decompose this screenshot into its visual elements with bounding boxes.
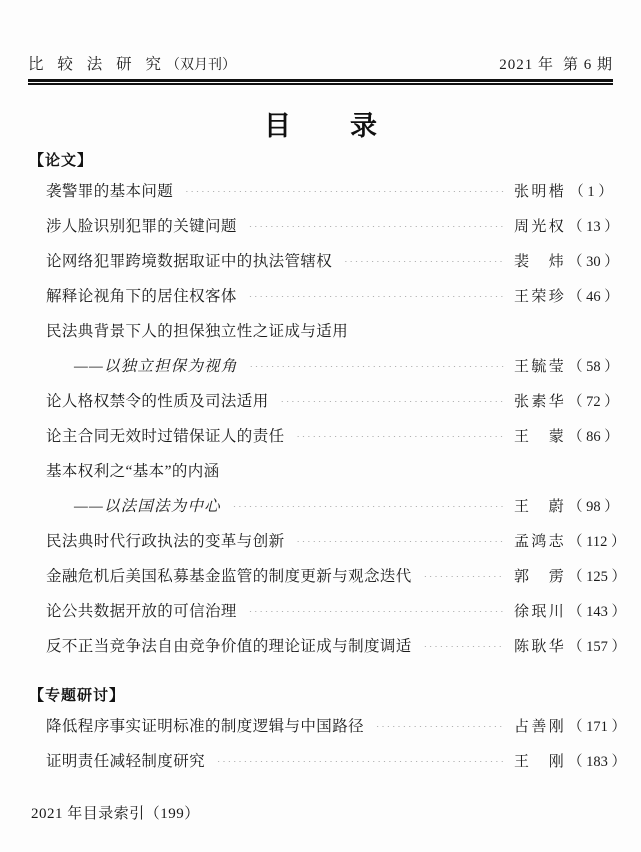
toc-entry[interactable] [46,529,626,564]
toc-entry[interactable] [46,319,614,354]
entry-title: 袭警罪的基本问题 [46,183,174,200]
entry-title: 基本权利之“基本”的内涵 [46,463,220,480]
toc-entry[interactable] [46,214,619,249]
dot-leader [217,761,505,762]
toc-entry[interactable] [46,634,626,669]
toc-entry[interactable] [46,599,626,634]
entry-page-number: （ 72 ） [568,394,619,410]
entry-title: 论主合同无效时过错保证人的责任 [46,428,285,445]
entry-author: 王 蒙 [514,429,564,445]
dot-leader [424,576,505,577]
entry-author: 占善刚 [514,719,564,735]
toc-entry[interactable] [46,284,619,319]
entry-page-number: （ 1 ） [569,184,613,200]
dot-leader [249,296,505,297]
journal-frequency: （双月刊） [166,58,237,73]
year-index-line [31,802,200,823]
entry-page-number: （ 30 ） [568,254,619,270]
entry-author: 张素华 [514,394,564,410]
entry-title: 证明责任减轻制度研究 [46,753,206,770]
entry-author: 孟鸿志 [514,534,564,550]
entry-title: 民法典背景下人的担保独立性之证成与适用 [46,323,349,340]
entry-page-number: （ 13 ） [568,219,619,235]
dot-leader [424,646,505,647]
entry-page-number: （ 171 ） [568,719,626,735]
toc-entry[interactable] [46,714,626,749]
dot-leader [344,261,505,262]
toc-entry[interactable] [46,389,619,424]
dot-leader [185,191,505,192]
entry-title: 民法典时代行政执法的变革与创新 [46,533,285,550]
entry-byline [514,600,626,621]
entry-page-number: （ 112 ） [568,534,626,550]
toc-entry[interactable] [46,459,614,494]
entry-subtitle: ——以法国法为中心 [74,498,221,515]
entry-byline [514,425,619,446]
entry-page-number: （ 143 ） [568,604,626,620]
entry-byline [514,495,619,516]
entry-author: 张明楷 [514,184,564,200]
toc-entry-subtitle-row[interactable] [74,354,619,389]
dot-leader [281,401,505,402]
dot-leader [297,436,505,437]
dot-leader [233,506,505,507]
section-heading: 【专题研讨】 [29,688,126,704]
dot-leader [376,726,505,727]
header-double-rule [28,79,613,85]
entry-author: 王毓莹 [514,359,564,375]
entry-title: 论人格权禁令的性质及司法适用 [46,393,269,410]
issue-info [499,53,613,74]
entry-author: 裴 炜 [514,254,564,270]
issue-year: 2021 年 [499,57,554,73]
entry-byline [514,750,626,771]
entry-byline [514,635,626,656]
toc-section [0,152,641,669]
section-heading: 【论文】 [29,153,94,169]
entry-author: 徐珉川 [514,604,564,620]
page-title: 目 录 [264,111,393,142]
entry-byline [514,390,619,411]
entry-byline [514,530,626,551]
dot-leader [249,226,505,227]
year-index-label: 2021 年目录索引 [31,806,145,822]
entry-byline [514,565,626,586]
entry-byline [514,215,619,236]
entry-page-number: （ 46 ） [568,289,619,305]
journal-title: 比 较 法 研 究 [28,56,167,73]
toc-entry-subtitle-row[interactable] [74,494,619,529]
entry-title: 涉人脸识别犯罪的关键问题 [46,218,237,235]
toc-entry[interactable] [46,749,626,784]
issue-number: 第 6 期 [562,57,613,73]
entry-page-number: （ 125 ） [568,569,626,585]
entry-byline [514,715,626,736]
entry-title: 解释论视角下的居住权客体 [46,288,237,305]
year-index-page: （199） [144,806,200,822]
entry-page-number: （ 58 ） [568,359,619,375]
entry-byline [514,250,619,271]
entry-author: 王荣珍 [514,289,564,305]
toc-entry[interactable] [46,179,614,214]
toc-section [0,669,641,784]
entry-author: 王 蔚 [514,499,564,515]
entry-page-number: （ 98 ） [568,499,619,515]
entry-byline [514,285,619,306]
toc-entry[interactable] [46,249,619,284]
journal-masthead-left [28,52,236,74]
entry-subtitle: ——以独立担保为视角 [74,358,238,375]
entry-page-number: （ 157 ） [568,639,626,655]
running-head [28,52,613,74]
entry-title: 反不正当竞争法自由竞争价值的理论证成与制度调适 [46,638,412,655]
toc-entry[interactable] [46,564,626,599]
dot-leader [297,541,505,542]
toc-list [0,152,641,784]
entry-byline [514,180,614,201]
entry-title: 论公共数据开放的可信治理 [46,603,237,620]
entry-author: 郭 雳 [514,569,564,585]
entry-author: 周光权 [514,219,564,235]
dot-leader [250,366,505,367]
entry-author: 王 刚 [514,754,564,770]
entry-title: 金融危机后美国私募基金监管的制度更新与观念迭代 [46,568,412,585]
entry-title: 论网络犯罪跨境数据取证中的执法管辖权 [46,253,333,270]
entry-page-number: （ 183 ） [568,754,626,770]
entry-byline [514,355,619,376]
dot-leader [249,611,505,612]
toc-entry[interactable] [46,424,619,459]
entry-author: 陈耿华 [514,639,564,655]
entry-title: 降低程序事实证明标准的制度逻辑与中国路径 [46,718,365,735]
entry-page-number: （ 86 ） [568,429,619,445]
